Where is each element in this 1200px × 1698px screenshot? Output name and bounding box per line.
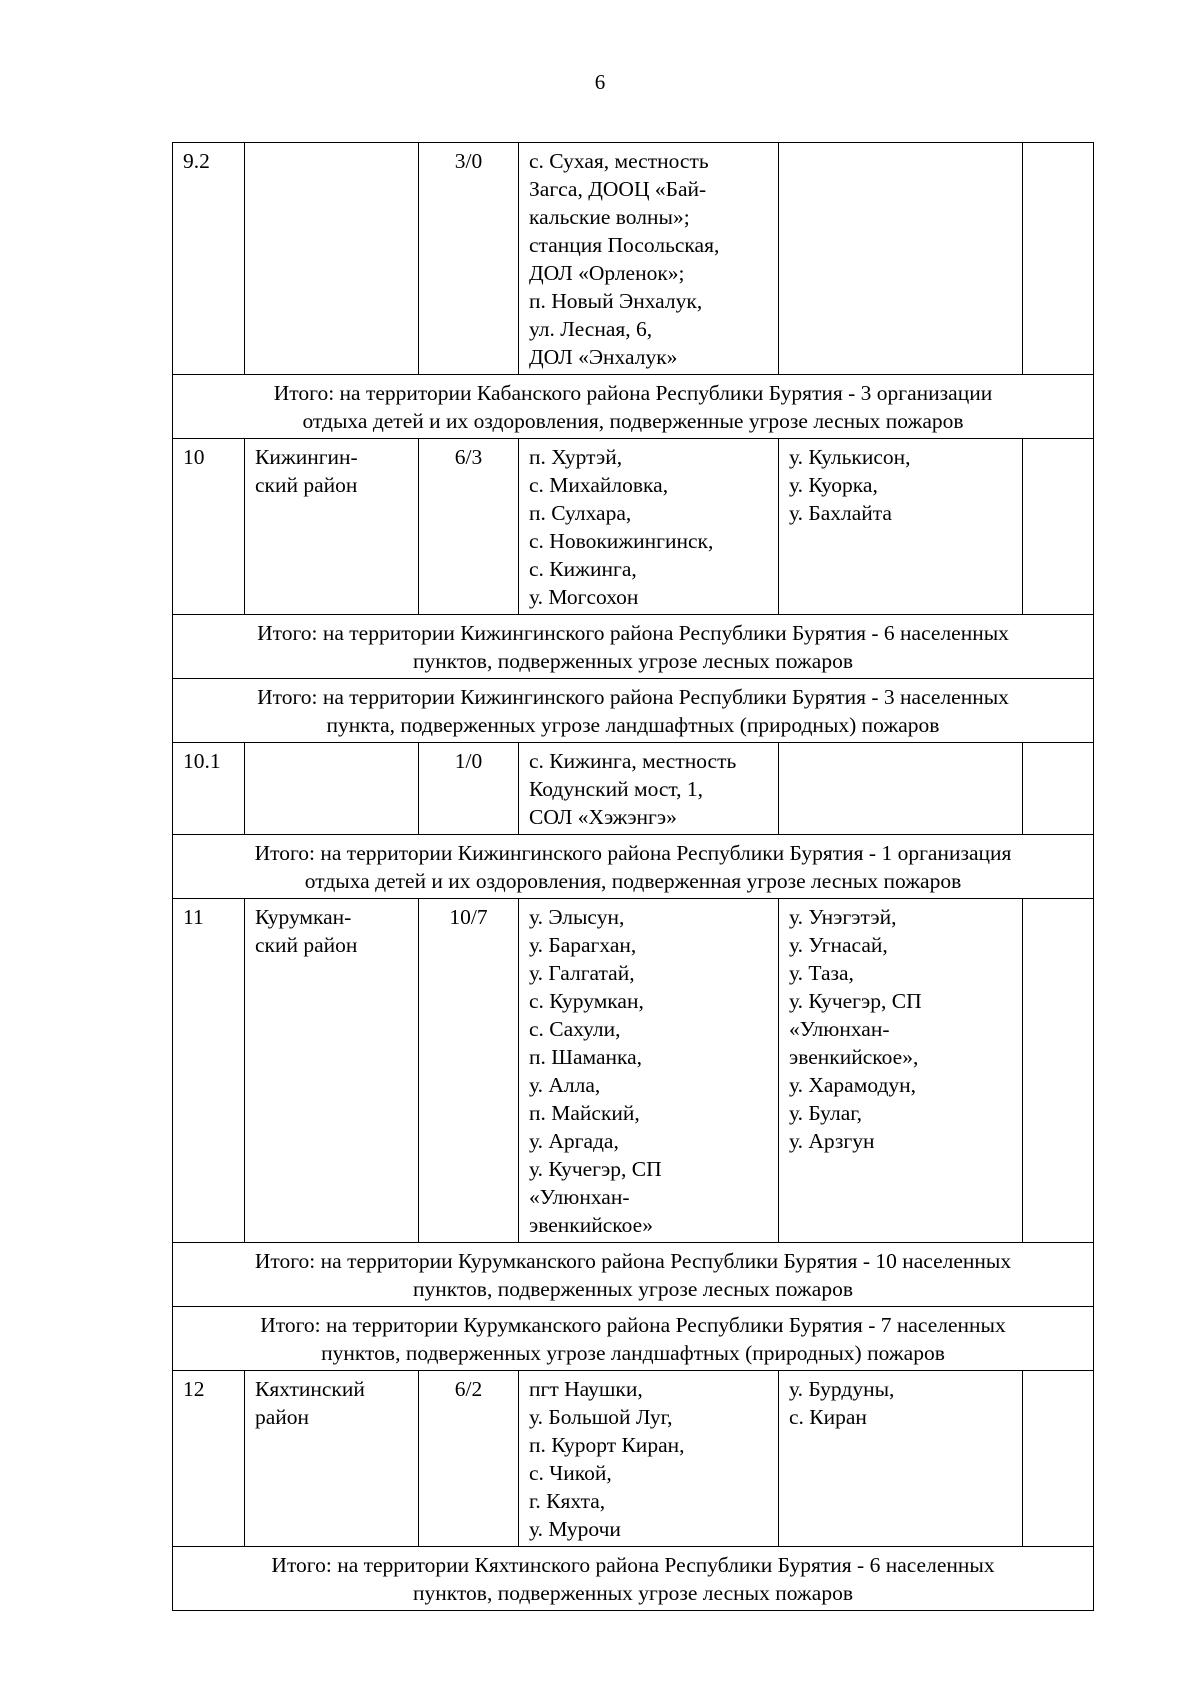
forest-line: ДОЛ «Орленок»; — [529, 261, 685, 285]
forest-line: у. Мурочи — [529, 1517, 621, 1541]
forest-fire-settlements-cell — [519, 143, 779, 375]
forest-line: эвенкийское» — [529, 1213, 653, 1237]
total-line: Итого: на территории Кижингинского района Республики Бурятия - 3 населенных — [257, 685, 1009, 709]
row-number-cell — [173, 743, 245, 835]
district-cell — [245, 143, 419, 375]
landscape-fire-settlements-cell — [779, 899, 1023, 1243]
landscape-line: «Улюнхан- — [789, 1017, 890, 1041]
district-line: ский район — [255, 473, 358, 497]
landscape-fire-settlements-cell — [779, 1371, 1023, 1547]
count-cell — [419, 743, 519, 835]
settlements-table — [172, 142, 1094, 1611]
total-cell — [173, 835, 1094, 899]
count-cell — [419, 1371, 519, 1547]
landscape-line: эвенкийское», — [789, 1045, 919, 1069]
row-number-cell — [173, 899, 245, 1243]
total-row — [173, 375, 1094, 439]
landscape-line: у. Кулькисон, — [789, 445, 911, 469]
forest-line: Загса, ДООЦ «Бай- — [529, 177, 707, 201]
forest-fire-settlements-cell — [519, 899, 779, 1243]
forest-line: у. Барагхан, — [529, 933, 637, 957]
table-row — [173, 899, 1094, 1243]
table-row — [173, 439, 1094, 615]
row-number: 12 — [183, 1377, 205, 1401]
district-line: ский район — [255, 933, 358, 957]
forest-line: ул. Лесная, 6, — [529, 317, 653, 341]
forest-fire-settlements-cell — [519, 743, 779, 835]
total-line: Итого: на территории Курумканского района Республики Бурятия - 7 населенных — [260, 1313, 1006, 1337]
empty-cell — [1023, 439, 1094, 615]
forest-line: у. Аргада, — [529, 1129, 619, 1153]
forest-line: с. Курумкан, — [529, 989, 644, 1013]
district-line: Кяхтинский — [255, 1377, 365, 1401]
total-line: пунктов, подверженных угрозе лесных пожаров — [413, 1277, 853, 1301]
forest-line: у. Галгатай, — [529, 961, 635, 985]
forest-line: п. Майский, — [529, 1101, 640, 1125]
forest-fire-settlements-cell — [519, 1371, 779, 1547]
row-number: 9.2 — [183, 149, 210, 173]
total-line: пункта, подверженных угрозе ландшафтных (природных) пожаров — [326, 713, 940, 737]
landscape-fire-settlements-cell — [779, 439, 1023, 615]
landscape-line: у. Арзгун — [789, 1129, 875, 1153]
landscape-line: с. Киран — [789, 1405, 867, 1429]
forest-line: с. Новокижингинск, — [529, 529, 714, 553]
forest-line: п. Курорт Киран, — [529, 1433, 685, 1457]
forest-line: с. Кижинга, местность — [529, 749, 737, 773]
forest-line: п. Сулхара, — [529, 501, 632, 525]
landscape-line: у. Бурдуны, — [789, 1377, 895, 1401]
landscape-fire-settlements-cell — [779, 743, 1023, 835]
total-row — [173, 835, 1094, 899]
district-cell — [245, 439, 419, 615]
forest-line: у. Кучегэр, СП — [529, 1157, 662, 1181]
row-number: 10.1 — [183, 749, 221, 773]
total-line: Итого: на территории Кяхтинского района Республики Бурятия - 6 населенных — [271, 1553, 995, 1577]
page-number: 6 — [594, 70, 606, 94]
district-cell — [245, 1371, 419, 1547]
forest-line: с. Сухая, местность — [529, 149, 709, 173]
settlement-count: 6/3 — [454, 445, 483, 469]
landscape-line: у. Кучегэр, СП — [789, 989, 922, 1013]
table-row — [173, 1371, 1094, 1547]
settlement-count: 1/0 — [454, 749, 483, 773]
forest-line: п. Хуртэй, — [529, 445, 623, 469]
row-number-cell — [173, 143, 245, 375]
forest-line: пгт Наушки, — [529, 1377, 643, 1401]
district-cell — [245, 899, 419, 1243]
total-line: Итого: на территории Кабанского района Республики Бурятия - 3 организации — [273, 381, 993, 405]
count-cell — [419, 143, 519, 375]
row-number: 10 — [183, 445, 205, 469]
empty-cell — [1023, 143, 1094, 375]
forest-line: с. Сахули, — [529, 1017, 621, 1041]
total-row — [173, 1243, 1094, 1307]
total-cell — [173, 375, 1094, 439]
landscape-line: у. Угнасай, — [789, 933, 888, 957]
total-cell — [173, 679, 1094, 743]
forest-line: у. Большой Луг, — [529, 1405, 673, 1429]
total-line: пунктов, подверженных угрозе лесных пожаров — [413, 1581, 853, 1605]
row-number: 11 — [183, 905, 204, 929]
total-line: Итого: на территории Кижингинского района Республики Бурятия - 6 населенных — [257, 621, 1009, 645]
total-row — [173, 1307, 1094, 1371]
district-cell — [245, 743, 419, 835]
forest-line: с. Кижинга, — [529, 557, 637, 581]
settlement-count: 10/7 — [449, 905, 488, 929]
empty-cell — [1023, 1371, 1094, 1547]
settlement-count: 6/2 — [454, 1377, 483, 1401]
landscape-line: у. Булаг, — [789, 1101, 863, 1125]
total-row — [173, 679, 1094, 743]
total-row — [173, 1547, 1094, 1611]
forest-line: г. Кяхта, — [529, 1489, 606, 1513]
forest-line: у. Алла, — [529, 1073, 601, 1097]
row-number-cell — [173, 1371, 245, 1547]
total-cell — [173, 1307, 1094, 1371]
forest-line: с. Михайловка, — [529, 473, 669, 497]
table-row — [173, 143, 1094, 375]
count-cell — [419, 439, 519, 615]
forest-line: у. Элысун, — [529, 905, 625, 929]
district-line: Курумкан- — [255, 905, 352, 929]
forest-line: «Улюнхан- — [529, 1185, 630, 1209]
total-cell — [173, 615, 1094, 679]
forest-line: ДОЛ «Энхалук» — [529, 345, 678, 369]
total-line: отдыха детей и их оздоровления, подверженные угрозе лесных пожаров — [302, 409, 964, 433]
district-line: Кижингин- — [255, 445, 358, 469]
landscape-line: у. Куорка, — [789, 473, 878, 497]
forest-line: кальские волны»; — [529, 205, 690, 229]
total-row — [173, 615, 1094, 679]
forest-line: станция Посольская, — [529, 233, 720, 257]
settlement-count: 3/0 — [454, 149, 483, 173]
row-number-cell — [173, 439, 245, 615]
landscape-line: у. Таза, — [789, 961, 854, 985]
empty-cell — [1023, 743, 1094, 835]
empty-cell — [1023, 899, 1094, 1243]
forest-line: СОЛ «Хэжэнгэ» — [529, 805, 677, 829]
forest-line: с. Чикой, — [529, 1461, 612, 1485]
forest-line: у. Могсохон — [529, 585, 639, 609]
landscape-line: у. Унэгэтэй, — [789, 905, 897, 929]
forest-line: Кодунский мост, 1, — [529, 777, 704, 801]
total-line: Итого: на территории Курумканского района Республики Бурятия - 10 населенных — [254, 1249, 1012, 1273]
total-cell — [173, 1243, 1094, 1307]
landscape-line: у. Бахлайта — [789, 501, 892, 525]
district-line: район — [255, 1405, 310, 1429]
landscape-line: у. Харамодун, — [789, 1073, 917, 1097]
total-line: отдыха детей и их оздоровления, подверженная угрозе лесных пожаров — [304, 869, 962, 893]
total-line: Итого: на территории Кижингинского района Республики Бурятия - 1 организация — [254, 841, 1012, 865]
total-cell — [173, 1547, 1094, 1611]
total-line: пунктов, подверженных угрозе ландшафтных (природных) пожаров — [321, 1341, 945, 1365]
forest-line: п. Новый Энхалук, — [529, 289, 703, 313]
landscape-fire-settlements-cell — [779, 143, 1023, 375]
forest-line: п. Шаманка, — [529, 1045, 643, 1069]
forest-fire-settlements-cell — [519, 439, 779, 615]
total-line: пунктов, подверженных угрозе лесных пожаров — [413, 649, 853, 673]
count-cell — [419, 899, 519, 1243]
table-row — [173, 743, 1094, 835]
